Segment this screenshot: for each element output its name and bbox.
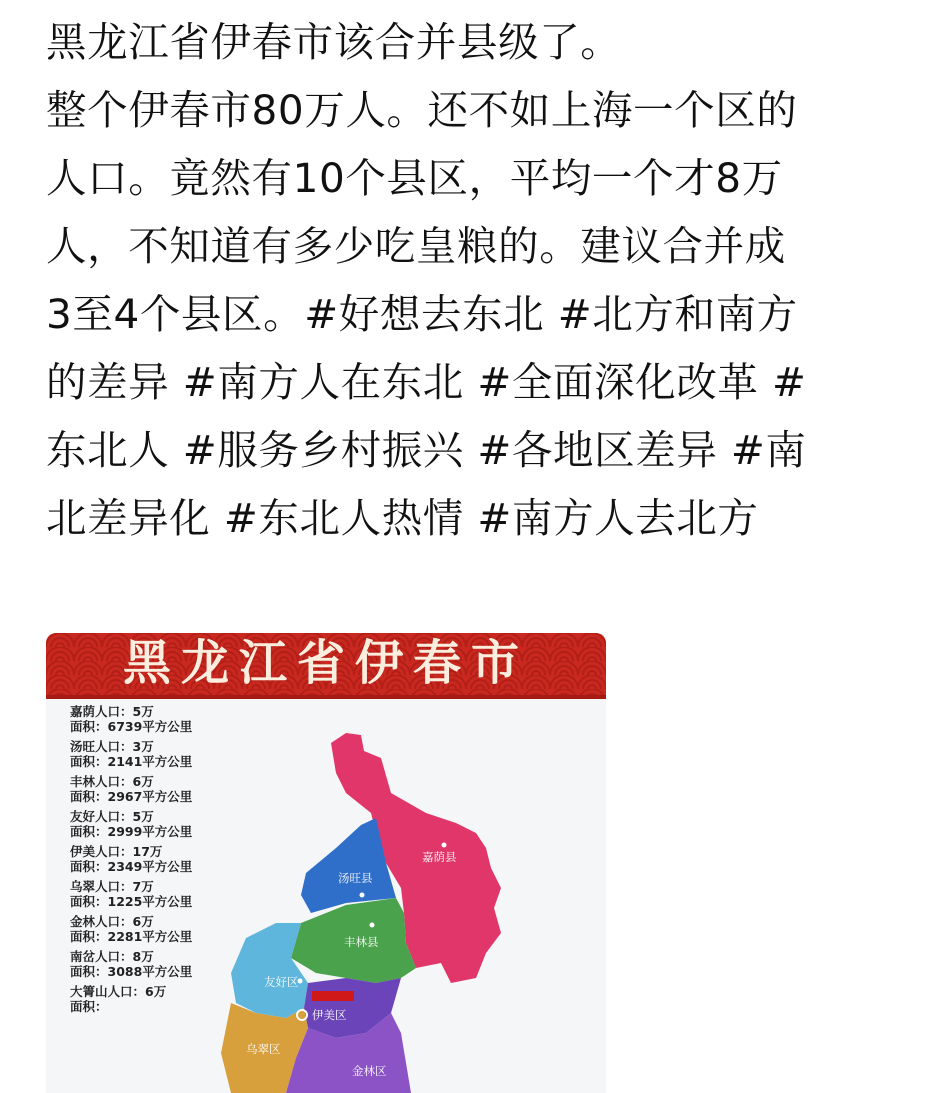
- stat-area: 面积：2999平方公里: [70, 823, 193, 839]
- stat-population: 嘉荫人口：5万: [70, 704, 154, 719]
- post-line: 整个伊春市80万人。还不如上海一个区的: [46, 86, 798, 134]
- stat-item: [70, 775, 270, 804]
- map-label-jiayin: 嘉荫县: [422, 850, 457, 864]
- stat-area: 面积：2349平方公里: [70, 858, 193, 874]
- stat-item: [70, 845, 270, 874]
- stat-population: 南岔人口：8万: [70, 949, 154, 964]
- map-label-wucui: 乌翠区: [246, 1042, 281, 1056]
- map-marker-tangwang: [360, 893, 365, 898]
- stat-item: [70, 880, 270, 909]
- stat-area: 面积：2281平方公里: [70, 928, 193, 944]
- stat-item: [70, 740, 270, 769]
- stat-item: [70, 810, 270, 839]
- post-line: 3至4个县区。#好想去东北 #北方和南方: [46, 290, 798, 338]
- map-label-jinlin: 金林区: [352, 1064, 387, 1078]
- stat-item: [70, 705, 270, 734]
- image-title: 黑龙江省伊春市: [122, 635, 529, 691]
- stat-area: 面积：: [70, 998, 108, 1014]
- stat-population: 大箐山人口：6万: [70, 984, 167, 999]
- map-marker-fenglin: [370, 923, 375, 928]
- map-city-highlight: [312, 991, 354, 1001]
- post-line: 人，不知道有多少吃皇粮的。建议合并成: [46, 222, 786, 270]
- post-line: 的差异 #南方人在东北 #全面深化改革 #: [46, 358, 807, 406]
- post-text: [46, 8, 906, 552]
- map-marker-jiayin: [442, 843, 447, 848]
- stat-item: [70, 985, 270, 1014]
- post-line: 黑龙江省伊春市该合并县级了。: [46, 18, 622, 66]
- map-label-youhao: 友好区: [264, 975, 299, 989]
- post-line: 人口。竟然有10个县区，平均一个才8万: [46, 154, 783, 202]
- stat-population: 伊美人口：17万: [70, 844, 163, 859]
- stat-area: 面积：3088平方公里: [70, 963, 193, 979]
- stat-population: 丰林人口：6万: [70, 774, 154, 789]
- stat-area: 面积：2141平方公里: [70, 753, 193, 769]
- post-image[interactable]: [46, 633, 606, 1093]
- stat-population: 乌翠人口：7万: [70, 879, 154, 894]
- stat-item: [70, 950, 270, 979]
- stat-population: 金林人口：6万: [70, 914, 154, 929]
- stat-population: 友好人口：5万: [70, 809, 154, 824]
- map-label-tangwang: 汤旺县: [338, 871, 373, 885]
- post-line: 东北人 #服务乡村振兴 #各地区差异 #南: [46, 426, 807, 474]
- stat-item: [70, 915, 270, 944]
- map-label-fenglin: 丰林县: [344, 935, 379, 949]
- stat-area: 面积：6739平方公里: [70, 718, 193, 734]
- stat-area: 面积：2967平方公里: [70, 788, 193, 804]
- stat-population: 汤旺人口：3万: [70, 739, 154, 754]
- post-line: 北差异化 #东北人热情 #南方人去北方: [46, 494, 759, 542]
- stat-area: 面积：1225平方公里: [70, 893, 193, 909]
- population-stats: [70, 705, 270, 1020]
- map-label-yimei: 伊美区: [312, 1008, 347, 1022]
